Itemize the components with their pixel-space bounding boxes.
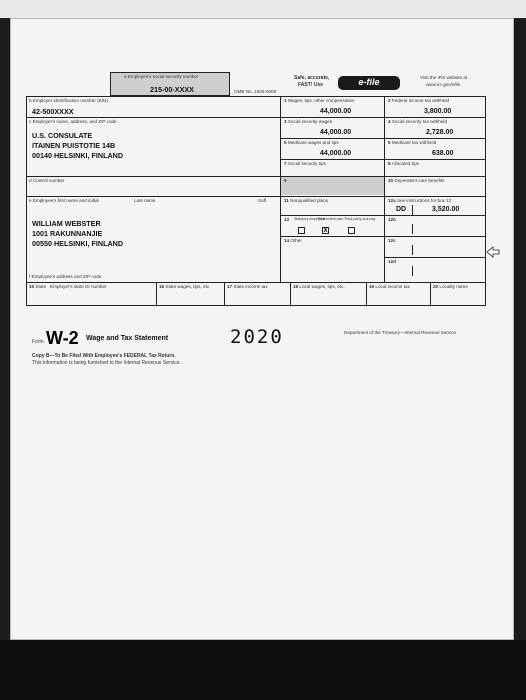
box13-retirement: Retirement plan: [318, 217, 344, 221]
box17-label: 17 State income tax: [227, 284, 268, 289]
box7-label: 7 Social security tips: [284, 161, 326, 166]
box12a-label: 12a See instructions for box 12: [388, 198, 452, 203]
footer-copy: Copy B—To Be Filed With Employee's FEDERAL Tax Return.: [32, 353, 176, 359]
box13-number: 13: [284, 217, 290, 222]
box5-value: 44,000.00: [320, 150, 352, 157]
retirement-checkbox[interactable]: X: [323, 228, 328, 234]
box6-value: 638.00: [432, 150, 454, 157]
box-f-label: f Employee's address and ZIP code: [29, 274, 102, 279]
employer-name: U.S. CONSULATE: [32, 131, 93, 140]
box6-label: 6 Medicare tax withheld: [388, 140, 437, 145]
box1-value: 44,000.00: [320, 108, 352, 115]
box2-value: 3,800.00: [424, 108, 452, 115]
footer-form-word: Form: [32, 339, 44, 345]
employee-name: WILLIAM WEBSTER: [32, 219, 101, 228]
box20-label: 20 Locality name: [433, 284, 468, 289]
irs-line-1: Visit the IRS website at: [420, 75, 468, 80]
box-d-label: d Control number: [29, 178, 65, 183]
mouse-pointer-icon: [486, 245, 500, 259]
suffix-label: Suff.: [258, 198, 268, 203]
box14-label: 14 Other: [284, 238, 302, 243]
box19-label: 19 Local income tax: [369, 284, 410, 289]
box18-label: 18 Local wages, tips, etc.: [293, 284, 345, 289]
employer-street: ITAINEN PUISTOTIE 14B: [32, 141, 116, 150]
footer-year: 2020: [230, 326, 284, 348]
box16-label: 16 State wages, tips, etc.: [159, 284, 211, 289]
box9-number: 9: [284, 178, 287, 183]
box13-statutory: Statutory employee: [294, 217, 325, 221]
sickpay-checkbox[interactable]: [348, 227, 355, 234]
box10-label: 10 Dependent care benefits: [388, 178, 445, 183]
efile-badge: e-file: [338, 76, 400, 90]
footer-dept: Department of the Treasury—Internal Revenue Service: [344, 330, 457, 335]
irs-line-2: www.irs.gov/efile: [426, 82, 461, 87]
box12c-label: 12c: [388, 238, 396, 243]
box4-value: 2,728.00: [426, 129, 454, 136]
statutory-checkbox[interactable]: [298, 227, 305, 234]
box5-label: 5 Medicare wages and tips: [284, 140, 339, 145]
box12d-label: 12d: [388, 259, 396, 264]
employer-city: 00140 HELSINKI, FINLAND: [32, 151, 124, 160]
omb-number: OMB No. 1545-0008: [234, 89, 277, 94]
safe-line-2: FAST! Use: [298, 82, 324, 88]
w2-form: [26, 72, 486, 382]
footer-title: Wage and Tax Statement: [86, 335, 169, 342]
screen-top-bezel: [0, 0, 526, 18]
box1-label: 1 Wages, tips, other compensation: [284, 98, 355, 103]
box11-label: 11 Nonqualified plans: [284, 198, 328, 203]
box8-label: 8 Allocated tips: [388, 161, 419, 166]
box3-value: 44,000.00: [320, 129, 352, 136]
footer-w2: W-2: [46, 328, 79, 348]
box12a-code: DD: [396, 206, 407, 213]
box15-id-label: Employer's state ID number: [50, 284, 107, 289]
box-b-label: b Employer identification number (EIN): [29, 98, 108, 103]
box12a-value: 3,520.00: [432, 206, 460, 213]
box12b-label: 12b: [388, 217, 396, 222]
box4-label: 4 Social security tax withheld: [388, 119, 447, 124]
box9-shaded: [281, 177, 384, 195]
employee-city: 00550 HELSINKI, FINLAND: [32, 239, 124, 248]
box-e-label: e Employee's first name and initial: [29, 198, 99, 203]
ssn-value: 215-00-XXXX: [150, 85, 194, 94]
footer-info: This information is being furnished to the Internal Revenue Service.: [32, 360, 181, 366]
safe-line-1: Safe, accurate,: [294, 75, 330, 81]
box2-label: 2 Federal income tax withheld: [388, 98, 450, 103]
box-c-label: c Employer's name, address, and ZIP code: [29, 119, 117, 124]
box3-label: 3 Social security wages: [284, 119, 333, 124]
screen-bottom-bezel: [0, 640, 526, 700]
employee-street: 1001 RAKUNNANJIE: [32, 229, 103, 238]
last-name-label: Last name: [134, 198, 156, 203]
box13-sickpay: Third-party sick pay: [344, 217, 376, 221]
ein-value: 42-500XXXX: [32, 107, 74, 116]
box-a-label: a Employee's social security number: [124, 74, 199, 79]
box15-label: 15 State: [29, 284, 47, 289]
